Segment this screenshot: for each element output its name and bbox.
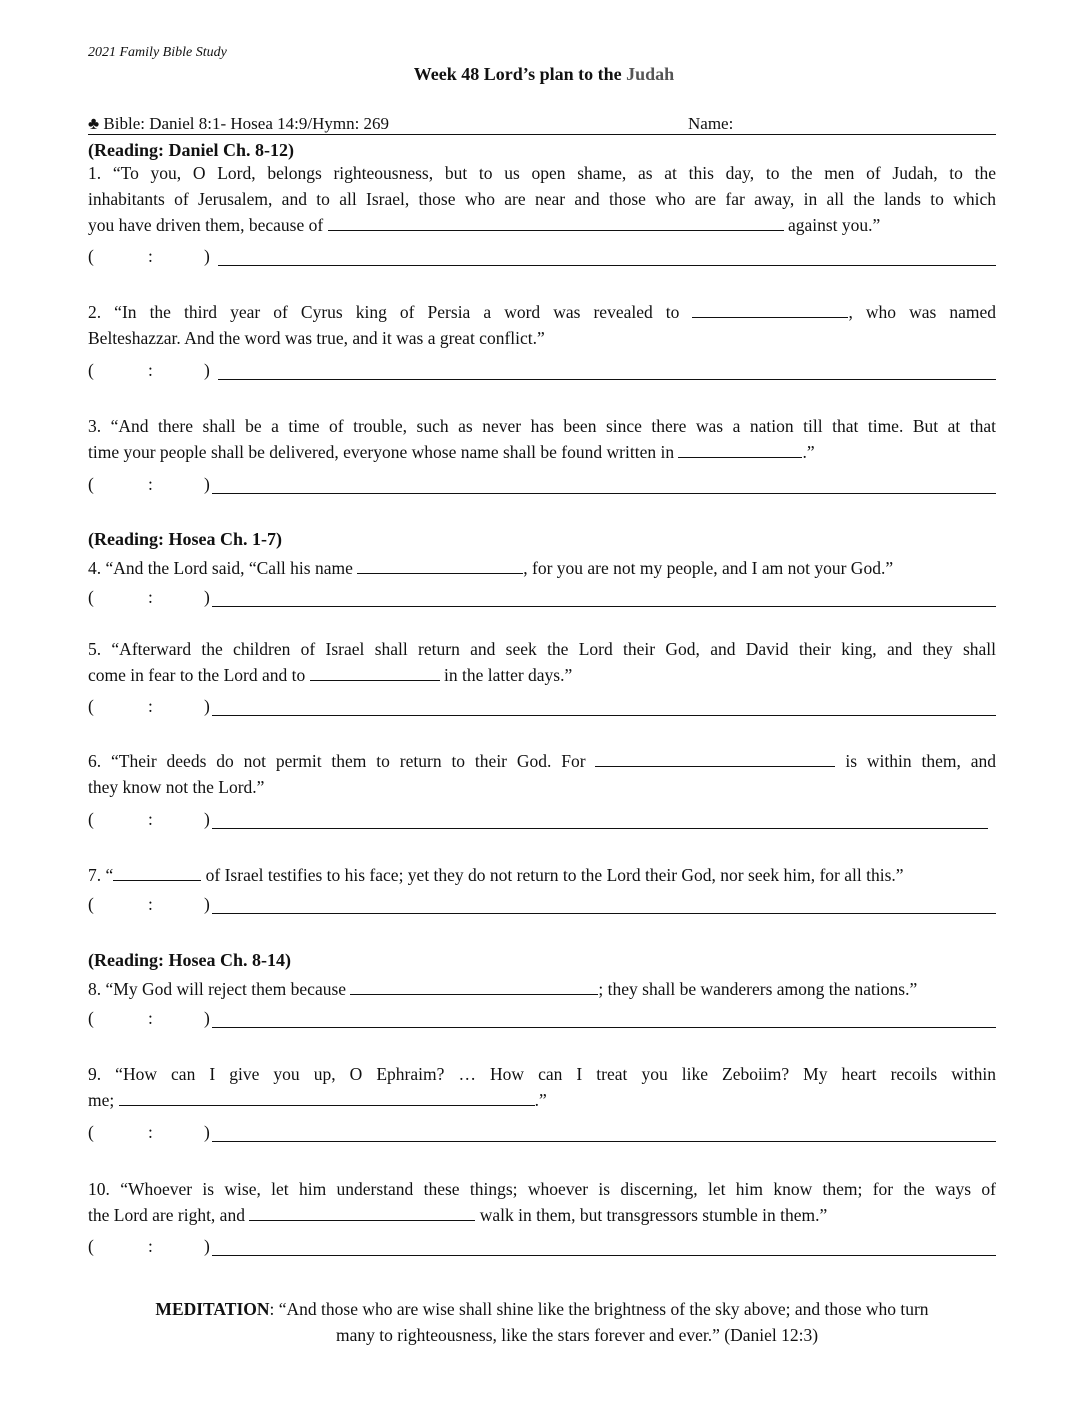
reference-answer-line[interactable]	[212, 715, 996, 716]
reference-answer-line[interactable]	[212, 913, 996, 914]
question-9	[88, 1061, 996, 1113]
q9-line-2: me; .”	[88, 1090, 547, 1110]
reference-row[interactable]: ( : )	[88, 1122, 996, 1146]
question-5	[88, 636, 996, 688]
question-3	[88, 413, 996, 465]
reference-row[interactable]: ( : )	[88, 696, 996, 720]
q3-line-2: time your people shall be delivered, everyone whose name shall be found written in .”	[88, 442, 815, 462]
answer-blank[interactable]	[310, 664, 440, 681]
question-7	[88, 862, 996, 888]
answer-blank[interactable]	[357, 557, 523, 574]
q8-line-1: 8. “My God will reject them because ; they shall be wanderers among the nations.”	[88, 979, 918, 999]
q1-line-1: 1. “To you, O Lord, belongs righteousness, but to us open shame, as at this day, to the men of Judah, to the	[88, 163, 996, 183]
meditation-line-2: many to righteousness, like the stars forever and ever.” (Daniel 12:3)	[336, 1325, 819, 1345]
reference-row[interactable]: ( : )	[88, 894, 996, 918]
answer-blank[interactable]	[692, 301, 848, 318]
reference-row[interactable]: ( : )	[88, 1236, 996, 1260]
q1-line-3: you have driven them, because of against you.”	[88, 215, 881, 235]
reference-row[interactable]: ( : )	[88, 474, 996, 498]
answer-blank[interactable]	[119, 1089, 535, 1106]
q5-line-1: 5. “Afterward the children of Israel shall return and seek the Lord their God, and David their king, and they shall	[88, 639, 996, 659]
bible-reference: ♣ Bible: Daniel 8:1- Hosea 14:9/Hymn: 269	[88, 114, 390, 133]
answer-blank[interactable]	[350, 978, 598, 995]
q2-line-1: 2. “In the third year of Cyrus king of Persia a word was revealed to , who was named	[88, 302, 996, 322]
reference-answer-line[interactable]	[218, 379, 996, 380]
question-4	[88, 555, 996, 581]
q5-line-2: come in fear to the Lord and to in the latter days.”	[88, 665, 573, 685]
reference-row[interactable]: ( : )	[88, 1008, 996, 1032]
reference-answer-line[interactable]	[212, 1141, 996, 1142]
answer-blank[interactable]	[249, 1204, 475, 1221]
reference-answer-line[interactable]	[212, 828, 988, 829]
name-label: Name:	[688, 114, 734, 133]
page-title	[0, 64, 1088, 85]
q2-line-2: Belteshazzar. And the word was true, and it was a great conflict.”	[88, 328, 545, 348]
q9-line-1: 9. “How can I give you up, O Ephraim? … How can I treat you like Zeboiim? My heart recoils within	[88, 1064, 996, 1084]
answer-blank[interactable]	[595, 750, 835, 767]
meditation-line-1: MEDITATION: “And those who are wise shall shine like the brightness of the sky above; and those who turn	[155, 1299, 929, 1319]
q6-line-2: they know not the Lord.”	[88, 777, 265, 797]
title-accent: Judah	[626, 64, 675, 84]
question-8	[88, 976, 1008, 1002]
q6-line-1: 6. “Their deeds do not permit them to return to their God. For is within them, and	[88, 751, 997, 771]
question-1	[88, 160, 996, 238]
q3-line-1: 3. “And there shall be a time of trouble, such as never has been since there was a nation till that time. But at that	[88, 416, 996, 436]
question-10	[88, 1176, 996, 1228]
reference-answer-line[interactable]	[218, 265, 996, 266]
section-heading: (Reading: Daniel Ch. 8-12)	[88, 140, 294, 160]
reference-row[interactable]: ( : )	[88, 246, 996, 270]
reference-row[interactable]: ( : )	[88, 360, 996, 384]
reference-answer-line[interactable]	[212, 1255, 996, 1256]
reference-row[interactable]: ( : )	[88, 587, 996, 611]
q4-line-1: 4. “And the Lord said, “Call his name , for you are not my people, and I am not your God.”	[88, 558, 894, 578]
q1-line-2: inhabitants of Jerusalem, and to all Israel, those who are near and those who are far away, in all the lands to which	[88, 189, 996, 209]
reference-answer-line[interactable]	[212, 1027, 996, 1028]
answer-blank[interactable]	[328, 214, 784, 231]
reference-row[interactable]: ( : )	[88, 809, 988, 833]
answer-blank[interactable]	[678, 441, 802, 458]
reference-answer-line[interactable]	[212, 493, 996, 494]
answer-blank[interactable]	[113, 864, 201, 881]
q10-line-2: the Lord are right, and walk in them, but transgressors stumble in them.”	[88, 1205, 828, 1225]
meditation	[88, 1296, 996, 1348]
q10-line-1: 10. “Whoever is wise, let him understand these things; whoever is discerning, let him know them; for the ways of	[88, 1179, 996, 1199]
meditation-label: MEDITATION	[155, 1299, 270, 1319]
info-line	[88, 114, 996, 135]
q7-line-1: 7. “ of Israel testifies to his face; yet they do not return to the Lord their God, nor seek him, for all this.”	[88, 865, 904, 885]
question-6	[88, 748, 996, 800]
section-heading: (Reading: Hosea Ch. 8-14)	[88, 950, 291, 970]
title-main: Week 48 Lord’s plan to the	[413, 64, 622, 84]
reference-answer-line[interactable]	[212, 606, 996, 607]
header-series: 2021 Family Bible Study	[88, 45, 227, 60]
section-heading: (Reading: Hosea Ch. 1-7)	[88, 529, 282, 549]
question-2	[88, 299, 996, 351]
